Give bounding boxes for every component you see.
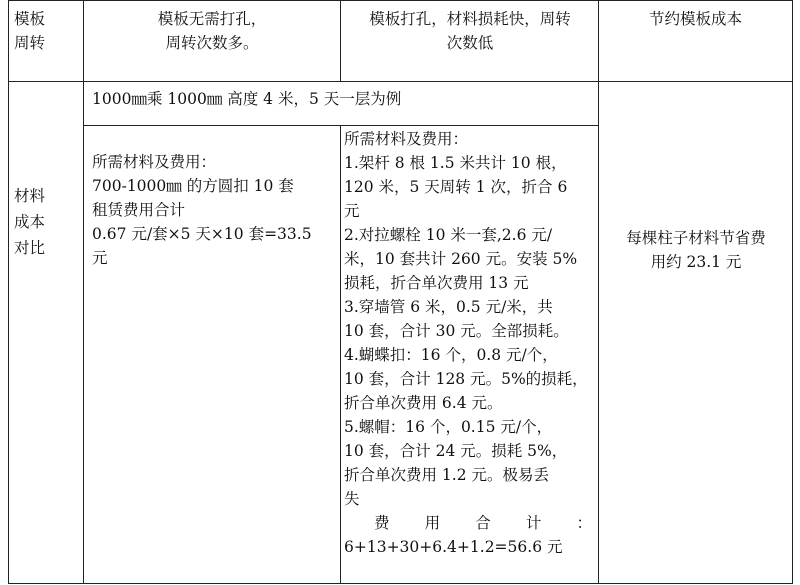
method-a-materials <box>92 150 337 270</box>
method-a-line: 所需材料及费用： <box>92 153 217 171</box>
method-a-line: 元 <box>92 249 108 267</box>
method-b-line: 折合单次费用 1.2 元。极易丢 <box>344 466 550 484</box>
col-divider-3 <box>598 0 599 584</box>
method-b-line: 10 套，合计 128 元。5%的损耗， <box>344 370 588 388</box>
method-b-line: 10 套，合计 24 元。损耗 5%， <box>344 442 568 460</box>
method-b-line: 米，10 套共计 260 元。安装 5% <box>344 250 578 268</box>
method-b-line: 2.对拉螺栓 10 米一套,2.6 元/ <box>344 226 553 244</box>
total-label-char: 用 <box>424 514 441 532</box>
method-b-total-label <box>344 511 596 535</box>
method-b-line: 5.螺帽：16 个，0.15 元/个， <box>344 418 553 436</box>
col-divider-2-header <box>340 0 341 81</box>
total-label-char: 计 <box>525 514 542 532</box>
method-b-line: 4.蝴蝶扣：16 个，0.8 元/个， <box>344 346 558 364</box>
col-divider-2 <box>340 125 341 584</box>
method-b-line: 折合单次费用 6.4 元。 <box>344 394 503 412</box>
header-save-cost: 节约模板成本 <box>648 10 742 28</box>
comparison-table <box>8 0 793 584</box>
total-label-char: 合 <box>475 514 491 532</box>
method-b-line: 所需材料及费用： <box>344 130 469 148</box>
method-b-total-formula: 6+13+30+6.4+1.2=56.6 元 <box>344 538 563 556</box>
table-border-bottom <box>8 583 793 584</box>
method-a-line: 租赁费用合计 <box>92 201 186 219</box>
header-drilling: 模板打孔，材料损耗快，周转 次数低 <box>369 10 571 52</box>
row-label-turnover: 模板 周转 <box>14 10 46 52</box>
method-a-line: 700-1000㎜ 的方圆扣 10 套 <box>92 177 294 195</box>
col-divider-1 <box>83 0 84 584</box>
method-b-line: 120 米，5 天周转 1 次，折合 6 <box>344 178 568 196</box>
method-b-line: 10 套，合计 30 元。全部损耗。 <box>344 322 569 340</box>
total-label-char: 费 <box>374 514 390 532</box>
method-b-line: 1.架杆 8 根 1.5 米共计 10 根， <box>344 154 567 172</box>
example-spec: 1000㎜乘 1000㎜ 高度 4 米，5 天一层为例 <box>92 90 402 108</box>
table-border-top <box>8 0 793 1</box>
method-b-line: 损耗，折合单次费用 13 元 <box>344 274 529 292</box>
total-label-char: ： <box>576 514 592 532</box>
table-border-left <box>8 0 9 584</box>
method-a-line: 0.67 元/套×5 天×10 套=33.5 <box>92 225 312 243</box>
cost-saving-summary: 每棵柱子材料节省费 用约 23.1 元 <box>626 229 766 271</box>
method-b-line: 失 <box>344 490 360 508</box>
method-b-line: 3.穿墙管 6 米，0.5 元/米，共 <box>344 298 553 316</box>
table-border-right <box>792 0 793 584</box>
header-no-drilling: 模板无需打孔， 周转次数多。 <box>157 10 267 52</box>
method-b-line: 元 <box>344 202 360 220</box>
row-divider-header <box>8 81 793 82</box>
method-b-materials <box>344 127 596 559</box>
row-label-material-cost: 材料 成本 对比 <box>14 187 46 257</box>
